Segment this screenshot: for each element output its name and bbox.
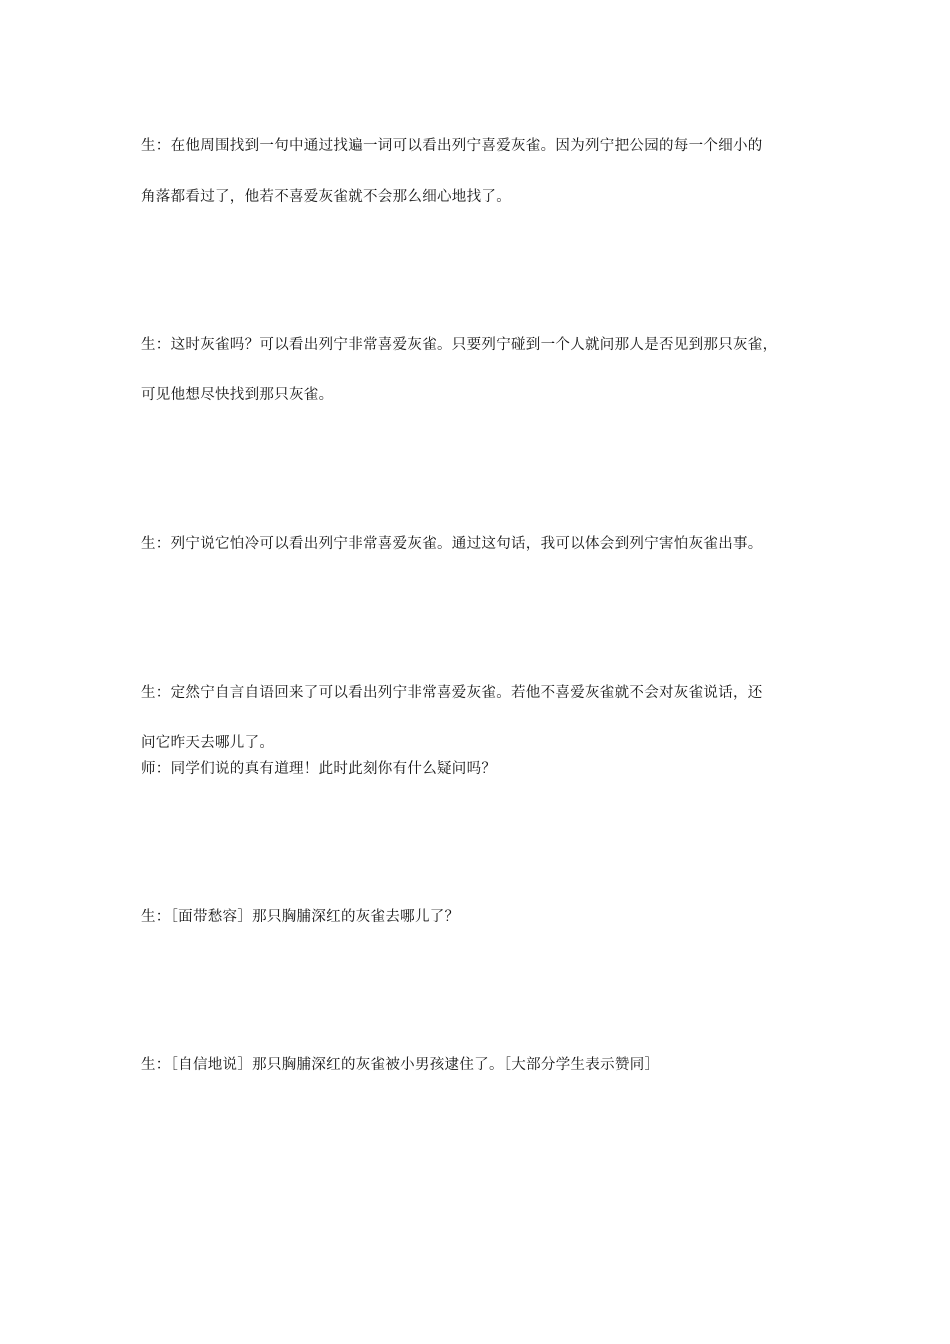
text-line: 生：［面带愁容］那只胸脯深红的灰雀去哪儿了？ [141, 909, 460, 925]
text-line: 生：［自信地说］那只胸脯深红的灰雀被小男孩逮住了。［大部分学生表示赞同］ [141, 1057, 660, 1073]
text-line: 问它昨天去哪儿了。 [141, 735, 275, 751]
text-line: 生：在他周围找到一句中通过找遍一词可以看出列宁喜爱灰雀。因为列宁把公园的每一个细小的 [141, 138, 763, 154]
text-line: 师：同学们说的真有道理！此时此刻你有什么疑问吗？ [141, 761, 497, 777]
text-line: 生：这时灰雀吗？可以看出列宁非常喜爱灰雀。只要列宁碰到一个人就问那人是否见到那只灰雀， [141, 337, 778, 353]
text-line: 可见他想尽快找到那只灰雀。 [141, 387, 334, 403]
text-line: 生：列宁说它怕冷可以看出列宁非常喜爱灰雀。通过这句话，我可以体会到列宁害怕灰雀出事。 [141, 536, 763, 552]
text-line: 生：定然宁自言自语回来了可以看出列宁非常喜爱灰雀。若他不喜爱灰雀就不会对灰雀说话，还 [141, 685, 763, 701]
text-line: 角落都看过了，他若不喜爱灰雀就不会那么细心地找了。 [141, 189, 511, 205]
